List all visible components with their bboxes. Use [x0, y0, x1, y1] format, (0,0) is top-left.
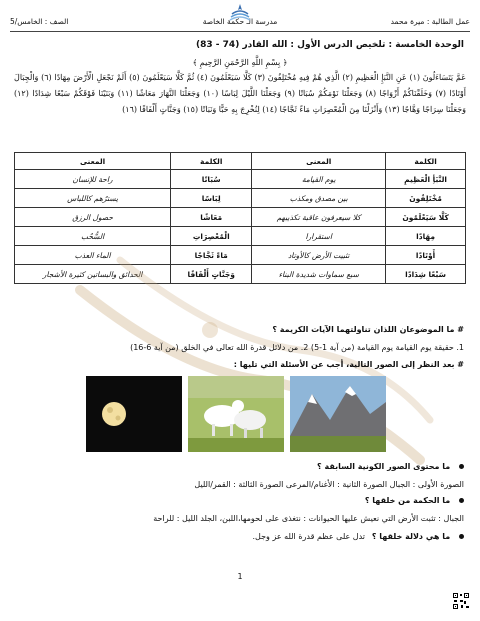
table-cell: يسترُهم كاللباس: [15, 189, 171, 208]
qr-code-icon: [452, 592, 470, 610]
table-cell: النَّبَأِ الْعَظِيمِ: [386, 170, 466, 189]
table-cell: لِبَاسًا: [171, 189, 252, 208]
header-divider: [10, 31, 470, 32]
lesson-title: الوحدة الخامسة : تلخيص الدرس الأول : الله القادر (74 - 83): [196, 40, 464, 50]
table-cell: مُخْتَلِفُونَ: [386, 189, 466, 208]
school-logo-icon: [228, 2, 252, 24]
quran-verses: عَمَّ يَتَسَاءَلُونَ (١) عَنِ النَّبَإِ الْعَظِيمِ (٢) الَّذِي هُمْ فِيهِ مُخْتَلِفُونَ (٣) كَلَّا سَيَعْلَمُونَ (٤) ثُمَّ كَلَّا سَيَعْلَمُونَ (٥) أَلَمْ نَجْعَلِ الْأَرْضَ مِهَادًا (٦) وَالْجِبَالَ أَوْتَادًا (٧) وَخَلَقْنَاكُمْ أَزْوَاجًا (٨) وَجَعَلْنَا نَوْمَكُمْ سُبَاتًا (٩) وَجَعَلْنَا اللَّيْلَ لِبَاسًا (١٠) وَجَعَلْنَا النَّهَارَ مَعَاشًا (١١) وَبَنَيْنَا فَوْقَكُمْ سَبْعًا شِدَادًا (١٢) وَجَعَلْنَا سِرَاجًا وَهَّاجًا (١٣) وَأَنْزَلْنَا مِنَ الْمُعْصِرَاتِ مَاءً ثَجَّاجًا (١٤) لِنُخْرِجَ بِهِ حَبًّا وَنَبَاتًا (١٥) وَجَنَّاتٍ أَلْفَافًا (١٦): [14, 73, 467, 114]
table-cell: حصول الرزق: [15, 208, 171, 227]
table-cell: يوم القيامة: [252, 170, 386, 189]
subquestion-significance: [16, 532, 464, 541]
table-row: [15, 170, 466, 189]
subanswer-significance: تدل على عظم قدرة الله عز وجل.: [252, 532, 366, 541]
table-cell: الماء العذب: [15, 246, 171, 265]
grade-label: الصف : الخامس/5: [10, 16, 69, 26]
table-cell: مِهَادًا: [386, 227, 466, 246]
table-row: [15, 227, 466, 246]
col-word-2: الكلمة: [171, 153, 252, 170]
table-cell: مَعَاشًا: [171, 208, 252, 227]
page-number: 1: [237, 572, 243, 581]
table-cell: الحدائق والبساتين كثيرة الأشجار: [15, 265, 171, 284]
table-row: [15, 208, 466, 227]
col-word-1: الكلمة: [386, 153, 466, 170]
question-topics-text: ما الموضوعان اللذان تناولتهما الآيات الكريمة ؟: [272, 325, 455, 334]
instruction-text: بعد النظر إلى الصور التالية، أجب عن الأسئلة التي تليها :: [233, 360, 455, 369]
table-cell: راحة للإنسان: [15, 170, 171, 189]
subquestion-wisdom: [16, 496, 464, 505]
table-cell: أَوْتَادًا: [386, 246, 466, 265]
hash-icon: #: [457, 325, 464, 334]
table-cell: بين مصدق ومكذب: [252, 189, 386, 208]
table-cell: تثبيت الأرض كالأوتاد: [252, 246, 386, 265]
subanswer-wisdom: الجبال : تثبت الأرض التي نعيش عليها الحيوانات : نتغذى على لحومها،اللبن، الجلد الليل : للراحة: [153, 514, 464, 523]
table-cell: السُّحُب: [15, 227, 171, 246]
bullet-icon: [459, 464, 464, 469]
table-cell: كَلَّا سَيَعْلَمُونَ: [386, 208, 466, 227]
subquestion-content-text: ما محتوى الصور الكونية السابقة ؟: [317, 462, 451, 471]
table-row: [15, 265, 466, 284]
subquestion-wisdom-text: ما الحكمة من خلقها ؟: [364, 496, 451, 505]
hash-icon: #: [457, 360, 464, 369]
mountains-image: [290, 376, 386, 452]
school-label: مدرسة الـ حكمة الخاصة: [202, 16, 278, 26]
moon-image: [86, 376, 182, 452]
question-topics: [16, 325, 464, 334]
table-cell: سُبَاتًا: [171, 170, 252, 189]
subanswer-content: الصورة الأولى : الجبال الصورة الثانية : الأغنام/المرعى الصورة الثالثة : القمر/الليل: [194, 480, 464, 489]
table-header-row: [15, 153, 466, 170]
col-meaning-2: المعنى: [15, 153, 171, 170]
table-cell: كلا سيعرفون عاقبة تكذيبهم: [252, 208, 386, 227]
cosmic-images-row: [86, 376, 386, 454]
table-cell: وَجَنَّاتٍ أَلْفَافًا: [171, 265, 252, 284]
subquestion-content: [16, 462, 464, 471]
table-cell: سبع سماوات شديدة البناء: [252, 265, 386, 284]
answer-topics: 1. حقيقة يوم القيامة يوم القيامة (من آية 1-5) 2. من دلائل قدرة الله تعالى في الخلق (من آية 6-16): [130, 343, 464, 352]
table-cell: مَاءً ثَجَّاجًا: [171, 246, 252, 265]
question-images-instruction: [16, 360, 464, 369]
table-cell: سَبْعًا شِدَادًا: [386, 265, 466, 284]
subquestion-significance-text: ما هي دلالة خلقها ؟: [371, 532, 451, 541]
table-cell: استقرارا: [252, 227, 386, 246]
table-row: [15, 189, 466, 208]
basmala: ﴿ بِسْمِ اللَّهِ الرَّحْمَنِ الرَّحِيمِ ﴾: [192, 58, 288, 67]
vocabulary-table: [14, 152, 466, 284]
goats-image: [188, 376, 284, 452]
student-label: عمل الطالبة : ميرة محمد: [390, 16, 470, 26]
table-row: [15, 246, 466, 265]
bullet-icon: [459, 498, 464, 503]
table-cell: الْمُعْصِرَاتِ: [171, 227, 252, 246]
bullet-icon: [459, 534, 464, 539]
col-meaning-1: المعنى: [252, 153, 386, 170]
